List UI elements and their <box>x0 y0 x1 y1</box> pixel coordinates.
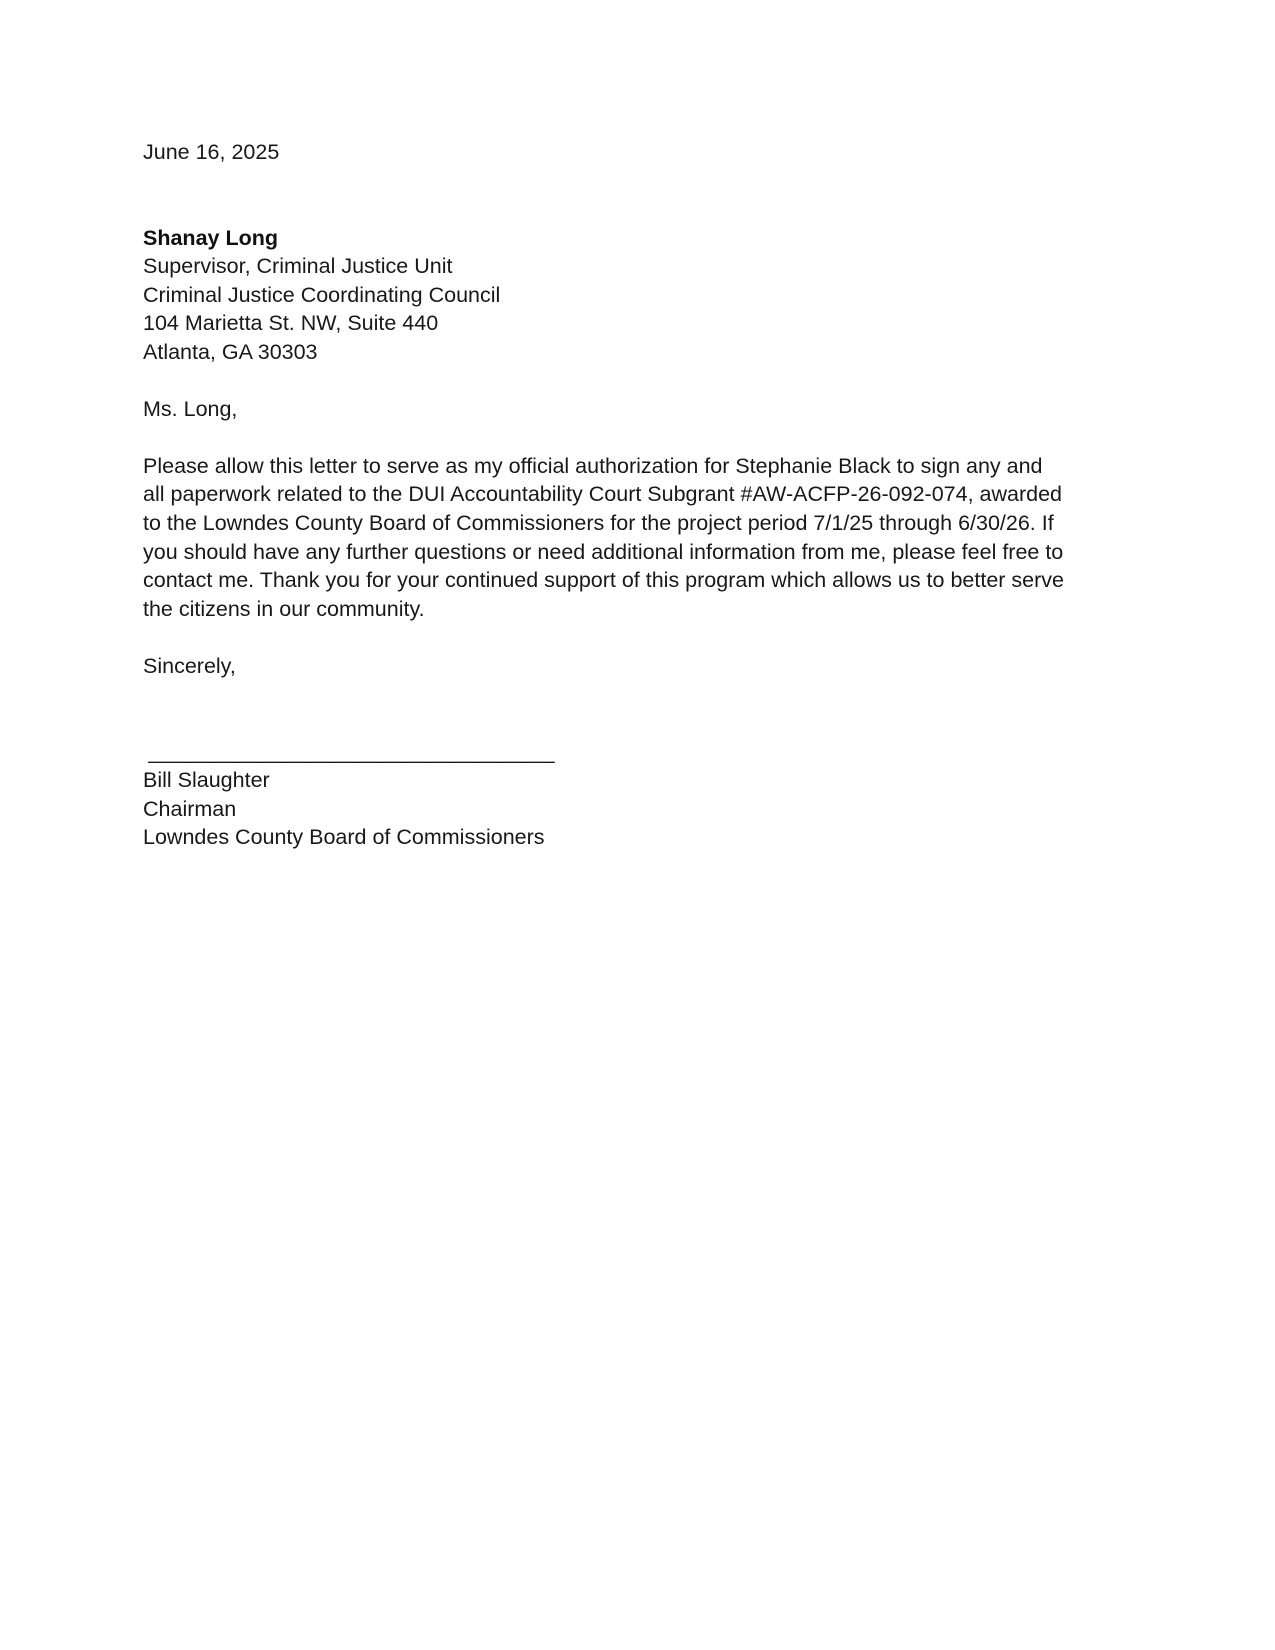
closing: Sincerely, <box>143 654 236 679</box>
recipient-address-line-1: 104 Marietta St. NW, Suite 440 <box>143 311 439 335</box>
signer-organization: Lowndes County Board of Commissioners <box>143 825 545 850</box>
recipient-name: Shanay Long <box>143 225 278 250</box>
spacer-after-salutation <box>143 423 1068 452</box>
spacer-after-date <box>143 167 1068 224</box>
letter-content <box>143 138 1068 852</box>
spacer-after-body <box>143 624 1068 653</box>
salutation: Ms. Long, <box>143 396 238 421</box>
signer-name: Bill Slaughter <box>143 768 270 793</box>
body-paragraph: Please allow this letter to serve as my official authorization for Stephanie Black to sign any and all paperwork related to the DUI Accountability Court Subgrant #AW-ACFP-26-092-074, awarded to the Lowndes County Board of Commissioners for the project period 7/1/25 through 6/30/26. If you should have any further questions or need additional information from me, please feel free to contact me. Thank you for your continued support of this program which allows us to better serve the citizens in our community. <box>143 453 1064 622</box>
recipient-title: Supervisor, Criminal Justice Unit <box>143 254 453 278</box>
recipient-address-line-2: Atlanta, GA 30303 <box>143 339 318 364</box>
signature-line: __________________________________ <box>148 739 555 764</box>
spacer-after-address <box>143 366 1068 395</box>
spacer-signature-area <box>143 681 1068 738</box>
recipient-organization: Criminal Justice Coordinating Council <box>143 282 501 307</box>
letter-date: June 16, 2025 <box>143 140 280 164</box>
signer-title: Chairman <box>143 796 237 821</box>
